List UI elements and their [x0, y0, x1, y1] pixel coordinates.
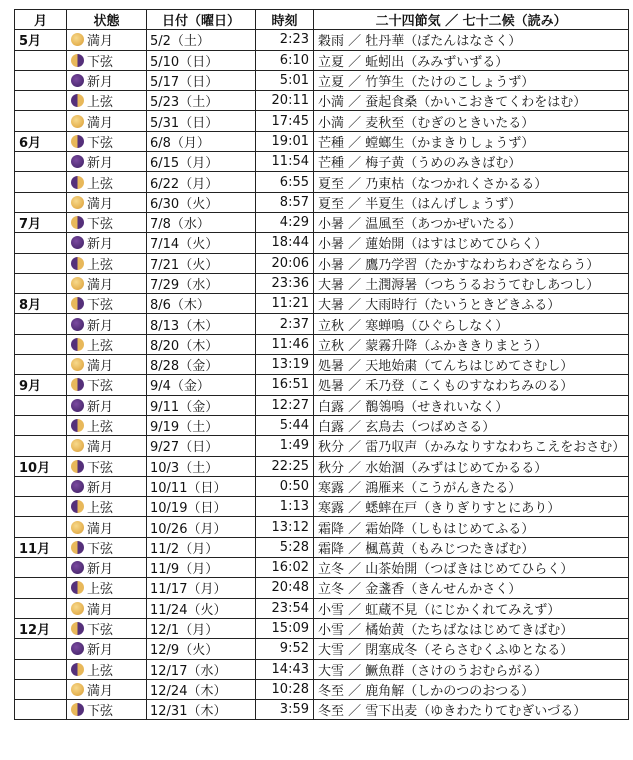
full-moon-icon	[71, 196, 84, 209]
time-cell: 20:48	[256, 578, 314, 598]
phase-label: 満月	[87, 34, 114, 50]
date-cell: 5/17（日）	[147, 70, 256, 90]
month-cell	[15, 558, 67, 578]
last-quarter-moon-icon	[71, 135, 84, 148]
sekki-cell: 芒種 ／ 螳螂生（かまきりしょうず）	[314, 131, 629, 151]
phase-cell	[67, 192, 147, 212]
header-sekki: 二十四節気 ／ 七十二候（読み）	[314, 10, 629, 30]
sekki-cell: 小暑 ／ 蓮始開（はすはじめてひらく）	[314, 233, 629, 253]
full-moon-icon	[71, 277, 84, 290]
time-cell: 15:09	[256, 618, 314, 638]
first-quarter-moon-icon	[71, 257, 84, 270]
full-moon-icon	[71, 439, 84, 452]
phase-label: 新月	[87, 399, 114, 415]
time-cell: 6:10	[256, 50, 314, 70]
sekki-cell: 立冬 ／ 金盞香（きんせんかさく）	[314, 578, 629, 598]
time-cell: 11:21	[256, 294, 314, 314]
month-cell	[15, 639, 67, 659]
time-cell: 13:19	[256, 355, 314, 375]
phase-label: 下弦	[87, 460, 114, 476]
date-cell: 12/9（火）	[147, 639, 256, 659]
phase-cell	[67, 91, 147, 111]
last-quarter-moon-icon	[71, 378, 84, 391]
full-moon-icon	[71, 521, 84, 534]
time-cell: 22:25	[256, 456, 314, 476]
phase-cell	[67, 639, 147, 659]
phase-cell	[67, 131, 147, 151]
phase-label: 満月	[87, 115, 114, 131]
month-cell: 12月	[15, 618, 67, 638]
table-row	[15, 70, 629, 90]
date-cell: 12/24（木）	[147, 679, 256, 699]
time-cell: 3:59	[256, 700, 314, 720]
phase-cell	[67, 294, 147, 314]
table-row	[15, 517, 629, 537]
month-cell: 8月	[15, 294, 67, 314]
phase-cell	[67, 497, 147, 517]
phase-cell	[67, 659, 147, 679]
phase-label: 満月	[87, 196, 114, 212]
full-moon-icon	[71, 683, 84, 696]
time-cell: 20:06	[256, 253, 314, 273]
table-row	[15, 375, 629, 395]
phase-label: 下弦	[87, 704, 114, 720]
phase-label: 満月	[87, 278, 114, 293]
month-cell	[15, 355, 67, 375]
sekki-cell: 小雪 ／ 橘始黄（たちばなはじめてきばむ）	[314, 618, 629, 638]
sekki-cell: 小暑 ／ 温風至（あつかぜいたる）	[314, 212, 629, 232]
phase-cell	[67, 679, 147, 699]
table-row	[15, 192, 629, 212]
sekki-cell: 大雪 ／ 閉塞成冬（そらさむくふゆとなる）	[314, 639, 629, 659]
sekki-cell: 小暑 ／ 鷹乃学習（たかすなわちわざをならう）	[314, 253, 629, 273]
date-cell: 10/26（月）	[147, 517, 256, 537]
month-cell	[15, 152, 67, 172]
table-row	[15, 91, 629, 111]
first-quarter-moon-icon	[71, 176, 84, 189]
header-month: 月	[15, 10, 67, 30]
table-row	[15, 273, 629, 293]
new-moon-icon	[71, 480, 84, 493]
time-cell: 2:23	[256, 30, 314, 50]
date-cell: 7/29（水）	[147, 273, 256, 293]
table-row	[15, 233, 629, 253]
phase-label: 新月	[87, 480, 114, 496]
phase-cell	[67, 273, 147, 293]
phase-label: 上弦	[87, 95, 114, 111]
table-row	[15, 578, 629, 598]
full-moon-icon	[71, 602, 84, 615]
phase-cell	[67, 30, 147, 50]
date-cell: 6/30（火）	[147, 192, 256, 212]
time-cell: 1:49	[256, 436, 314, 456]
date-cell: 8/28（金）	[147, 355, 256, 375]
phase-label: 下弦	[87, 541, 114, 557]
sekki-cell: 処暑 ／ 天地始粛（てんちはじめてさむし）	[314, 355, 629, 375]
sekki-cell: 小満 ／ 麦秋至（むぎのときいたる）	[314, 111, 629, 131]
time-cell: 5:44	[256, 415, 314, 435]
last-quarter-moon-icon	[71, 622, 84, 635]
phase-label: 満月	[87, 683, 114, 699]
phase-cell	[67, 212, 147, 232]
date-cell: 8/20（木）	[147, 334, 256, 354]
month-cell	[15, 91, 67, 111]
month-cell	[15, 233, 67, 253]
month-cell	[15, 334, 67, 354]
month-cell	[15, 497, 67, 517]
table-row	[15, 30, 629, 50]
phase-label: 下弦	[87, 298, 114, 314]
time-cell: 11:54	[256, 152, 314, 172]
date-cell: 5/2（土）	[147, 30, 256, 50]
time-cell: 4:29	[256, 212, 314, 232]
month-cell: 11月	[15, 537, 67, 557]
last-quarter-moon-icon	[71, 460, 84, 473]
sekki-cell: 穀雨 ／ 牡丹華（ぼたんはなさく）	[314, 30, 629, 50]
phase-label: 上弦	[87, 582, 114, 598]
sekki-cell: 冬至 ／ 雪下出麦（ゆきわたりてむぎいづる）	[314, 700, 629, 720]
table-row	[15, 172, 629, 192]
last-quarter-moon-icon	[71, 216, 84, 229]
date-cell: 6/15（月）	[147, 152, 256, 172]
sekki-cell: 寒露 ／ 蟋蟀在戸（きりぎりすとにあり）	[314, 497, 629, 517]
sekki-cell: 冬至 ／ 鹿角解（しかのつのおつる）	[314, 679, 629, 699]
date-cell: 8/13（木）	[147, 314, 256, 334]
moon-phase-table	[14, 9, 629, 720]
new-moon-icon	[71, 318, 84, 331]
sekki-cell: 小雪 ／ 虹蔵不見（にじかくれてみえず）	[314, 598, 629, 618]
sekki-cell: 小満 ／ 蚕起食桑（かいこおきてくわをはむ）	[314, 91, 629, 111]
table-row	[15, 294, 629, 314]
phase-label: 下弦	[87, 217, 114, 233]
time-cell: 11:46	[256, 334, 314, 354]
time-cell: 14:43	[256, 659, 314, 679]
table-row	[15, 415, 629, 435]
header-time: 時刻	[256, 10, 314, 30]
new-moon-icon	[71, 561, 84, 574]
table-row	[15, 131, 629, 151]
month-cell	[15, 172, 67, 192]
phase-label: 新月	[87, 643, 114, 659]
time-cell: 1:13	[256, 497, 314, 517]
phase-label: 上弦	[87, 420, 114, 436]
phase-cell	[67, 517, 147, 537]
last-quarter-moon-icon	[71, 297, 84, 310]
phase-label: 新月	[87, 156, 114, 172]
month-cell: 5月	[15, 30, 67, 50]
month-cell	[15, 578, 67, 598]
date-cell: 12/31（木）	[147, 700, 256, 720]
last-quarter-moon-icon	[71, 703, 84, 716]
sekki-cell: 秋分 ／ 水始涸（みずはじめてかるる）	[314, 456, 629, 476]
time-cell: 6:55	[256, 172, 314, 192]
sekki-cell: 夏至 ／ 乃東枯（なつかれくさかるる）	[314, 172, 629, 192]
table-row	[15, 334, 629, 354]
table-row	[15, 639, 629, 659]
date-cell: 9/27（日）	[147, 436, 256, 456]
table-row	[15, 598, 629, 618]
time-cell: 5:28	[256, 537, 314, 557]
date-cell: 12/17（水）	[147, 659, 256, 679]
date-cell: 10/3（土）	[147, 456, 256, 476]
month-cell: 6月	[15, 131, 67, 151]
date-cell: 9/4（金）	[147, 375, 256, 395]
date-cell: 11/17（月）	[147, 578, 256, 598]
table-row	[15, 212, 629, 232]
full-moon-icon	[71, 358, 84, 371]
time-cell: 19:01	[256, 131, 314, 151]
month-cell	[15, 700, 67, 720]
sekki-cell: 大暑 ／ 大雨時行（たいうときどきふる）	[314, 294, 629, 314]
phase-label: 下弦	[87, 379, 114, 395]
date-cell: 8/6（木）	[147, 294, 256, 314]
phase-cell	[67, 111, 147, 131]
time-cell: 20:11	[256, 91, 314, 111]
phase-cell	[67, 50, 147, 70]
phase-label: 上弦	[87, 257, 114, 273]
phase-label: 満月	[87, 440, 114, 456]
phase-label: 上弦	[87, 176, 114, 192]
time-cell: 23:36	[256, 273, 314, 293]
phase-label: 上弦	[87, 501, 114, 517]
phase-cell	[67, 152, 147, 172]
phase-cell	[67, 395, 147, 415]
phase-cell	[67, 598, 147, 618]
new-moon-icon	[71, 642, 84, 655]
phase-label: 下弦	[87, 135, 114, 151]
first-quarter-moon-icon	[71, 500, 84, 513]
table-row	[15, 659, 629, 679]
month-cell	[15, 679, 67, 699]
month-cell	[15, 415, 67, 435]
sekki-cell: 霜降 ／ 霜始降（しもはじめてふる）	[314, 517, 629, 537]
first-quarter-moon-icon	[71, 419, 84, 432]
phase-label: 新月	[87, 562, 114, 578]
date-cell: 11/9（月）	[147, 558, 256, 578]
phase-cell	[67, 314, 147, 334]
time-cell: 9:52	[256, 639, 314, 659]
phase-label: 下弦	[87, 623, 114, 639]
phase-label: 下弦	[87, 54, 114, 70]
sekki-cell: 立冬 ／ 山茶始開（つばきはじめてひらく）	[314, 558, 629, 578]
sekki-cell: 夏至 ／ 半夏生（はんげしょうず）	[314, 192, 629, 212]
month-cell	[15, 517, 67, 537]
first-quarter-moon-icon	[71, 663, 84, 676]
first-quarter-moon-icon	[71, 338, 84, 351]
table-row	[15, 558, 629, 578]
month-cell	[15, 111, 67, 131]
phase-cell	[67, 172, 147, 192]
table-row	[15, 456, 629, 476]
date-cell: 5/31（日）	[147, 111, 256, 131]
month-cell	[15, 253, 67, 273]
last-quarter-moon-icon	[71, 54, 84, 67]
sekki-cell: 秋分 ／ 雷乃収声（かみなりすなわちこえをおさむ）	[314, 436, 629, 456]
month-cell	[15, 50, 67, 70]
month-cell	[15, 273, 67, 293]
full-moon-icon	[71, 115, 84, 128]
table-body	[15, 30, 629, 720]
month-cell: 7月	[15, 212, 67, 232]
time-cell: 2:37	[256, 314, 314, 334]
table-row	[15, 50, 629, 70]
time-cell: 16:02	[256, 558, 314, 578]
phase-cell	[67, 476, 147, 496]
time-cell: 5:01	[256, 70, 314, 90]
month-cell: 9月	[15, 375, 67, 395]
month-cell	[15, 70, 67, 90]
table-row	[15, 537, 629, 557]
time-cell: 13:12	[256, 517, 314, 537]
phase-label: 新月	[87, 237, 114, 253]
sekki-cell: 大暑 ／ 土潤溽暑（つちうるおうてむしあつし）	[314, 273, 629, 293]
sekki-cell: 白露 ／ 鶺鴒鳴（せきれいなく）	[314, 395, 629, 415]
table-row	[15, 152, 629, 172]
month-cell	[15, 395, 67, 415]
header-row	[15, 10, 629, 30]
date-cell: 11/2（月）	[147, 537, 256, 557]
phase-cell	[67, 233, 147, 253]
table-row	[15, 436, 629, 456]
month-cell	[15, 192, 67, 212]
date-cell: 6/22（月）	[147, 172, 256, 192]
time-cell: 18:44	[256, 233, 314, 253]
table-row	[15, 111, 629, 131]
phase-label: 上弦	[87, 338, 114, 354]
sekki-cell: 立秋 ／ 蒙霧升降（ふかききりまとう）	[314, 334, 629, 354]
table-row	[15, 679, 629, 699]
date-cell: 5/10（日）	[147, 50, 256, 70]
time-cell: 8:57	[256, 192, 314, 212]
date-cell: 7/8（水）	[147, 212, 256, 232]
table-row	[15, 314, 629, 334]
time-cell: 16:51	[256, 375, 314, 395]
phase-label: 満月	[87, 359, 114, 375]
month-cell: 10月	[15, 456, 67, 476]
table-row	[15, 618, 629, 638]
sekki-cell: 大雪 ／ 鱖魚群（さけのうおむらがる）	[314, 659, 629, 679]
phase-cell	[67, 436, 147, 456]
new-moon-icon	[71, 236, 84, 249]
phase-cell	[67, 578, 147, 598]
phase-cell	[67, 253, 147, 273]
header-date: 日付（曜日）	[147, 10, 256, 30]
sekki-cell: 処暑 ／ 禾乃登（こくものすなわちみのる）	[314, 375, 629, 395]
phase-cell	[67, 355, 147, 375]
month-cell	[15, 436, 67, 456]
time-cell: 10:28	[256, 679, 314, 699]
new-moon-icon	[71, 399, 84, 412]
sekki-cell: 芒種 ／ 梅子黄（うめのみきばむ）	[314, 152, 629, 172]
phase-cell	[67, 375, 147, 395]
date-cell: 7/21（火）	[147, 253, 256, 273]
sekki-cell: 立夏 ／ 蚯蚓出（みみずいずる）	[314, 50, 629, 70]
date-cell: 10/11（日）	[147, 476, 256, 496]
sekki-cell: 霜降 ／ 楓蔦黄（もみじつたきばむ）	[314, 537, 629, 557]
first-quarter-moon-icon	[71, 581, 84, 594]
phase-label: 満月	[87, 602, 114, 618]
date-cell: 7/14（火）	[147, 233, 256, 253]
phase-cell	[67, 700, 147, 720]
phase-cell	[67, 618, 147, 638]
month-cell	[15, 598, 67, 618]
month-cell	[15, 659, 67, 679]
table-row	[15, 395, 629, 415]
month-cell	[15, 476, 67, 496]
first-quarter-moon-icon	[71, 94, 84, 107]
sekki-cell: 立夏 ／ 竹笋生（たけのこしょうず）	[314, 70, 629, 90]
time-cell: 0:50	[256, 476, 314, 496]
date-cell: 11/24（火）	[147, 598, 256, 618]
phase-label: 新月	[87, 75, 114, 91]
sekki-cell: 立秋 ／ 寒蝉鳴（ひぐらしなく）	[314, 314, 629, 334]
new-moon-icon	[71, 74, 84, 87]
phase-label: 上弦	[87, 663, 114, 679]
full-moon-icon	[71, 33, 84, 46]
sekki-cell: 白露 ／ 玄鳥去（つばめさる）	[314, 415, 629, 435]
phase-cell	[67, 456, 147, 476]
phase-cell	[67, 70, 147, 90]
phase-cell	[67, 537, 147, 557]
header-phase: 状態	[67, 10, 147, 30]
phase-label: 満月	[87, 521, 114, 537]
time-cell: 23:54	[256, 598, 314, 618]
time-cell: 12:27	[256, 395, 314, 415]
table-row	[15, 700, 629, 720]
table-row	[15, 476, 629, 496]
date-cell: 12/1（月）	[147, 618, 256, 638]
time-cell: 17:45	[256, 111, 314, 131]
phase-cell	[67, 415, 147, 435]
table-row	[15, 497, 629, 517]
date-cell: 9/11（金）	[147, 395, 256, 415]
table-row	[15, 253, 629, 273]
moon-calendar	[14, 9, 629, 720]
date-cell: 10/19（日）	[147, 497, 256, 517]
date-cell: 5/23（土）	[147, 91, 256, 111]
phase-label: 新月	[87, 318, 114, 334]
month-cell	[15, 314, 67, 334]
date-cell: 9/19（土）	[147, 415, 256, 435]
table-row	[15, 355, 629, 375]
phase-cell	[67, 334, 147, 354]
sekki-cell: 寒露 ／ 鴻雁来（こうがんきたる）	[314, 476, 629, 496]
date-cell: 6/8（月）	[147, 131, 256, 151]
phase-cell	[67, 558, 147, 578]
new-moon-icon	[71, 155, 84, 168]
last-quarter-moon-icon	[71, 541, 84, 554]
